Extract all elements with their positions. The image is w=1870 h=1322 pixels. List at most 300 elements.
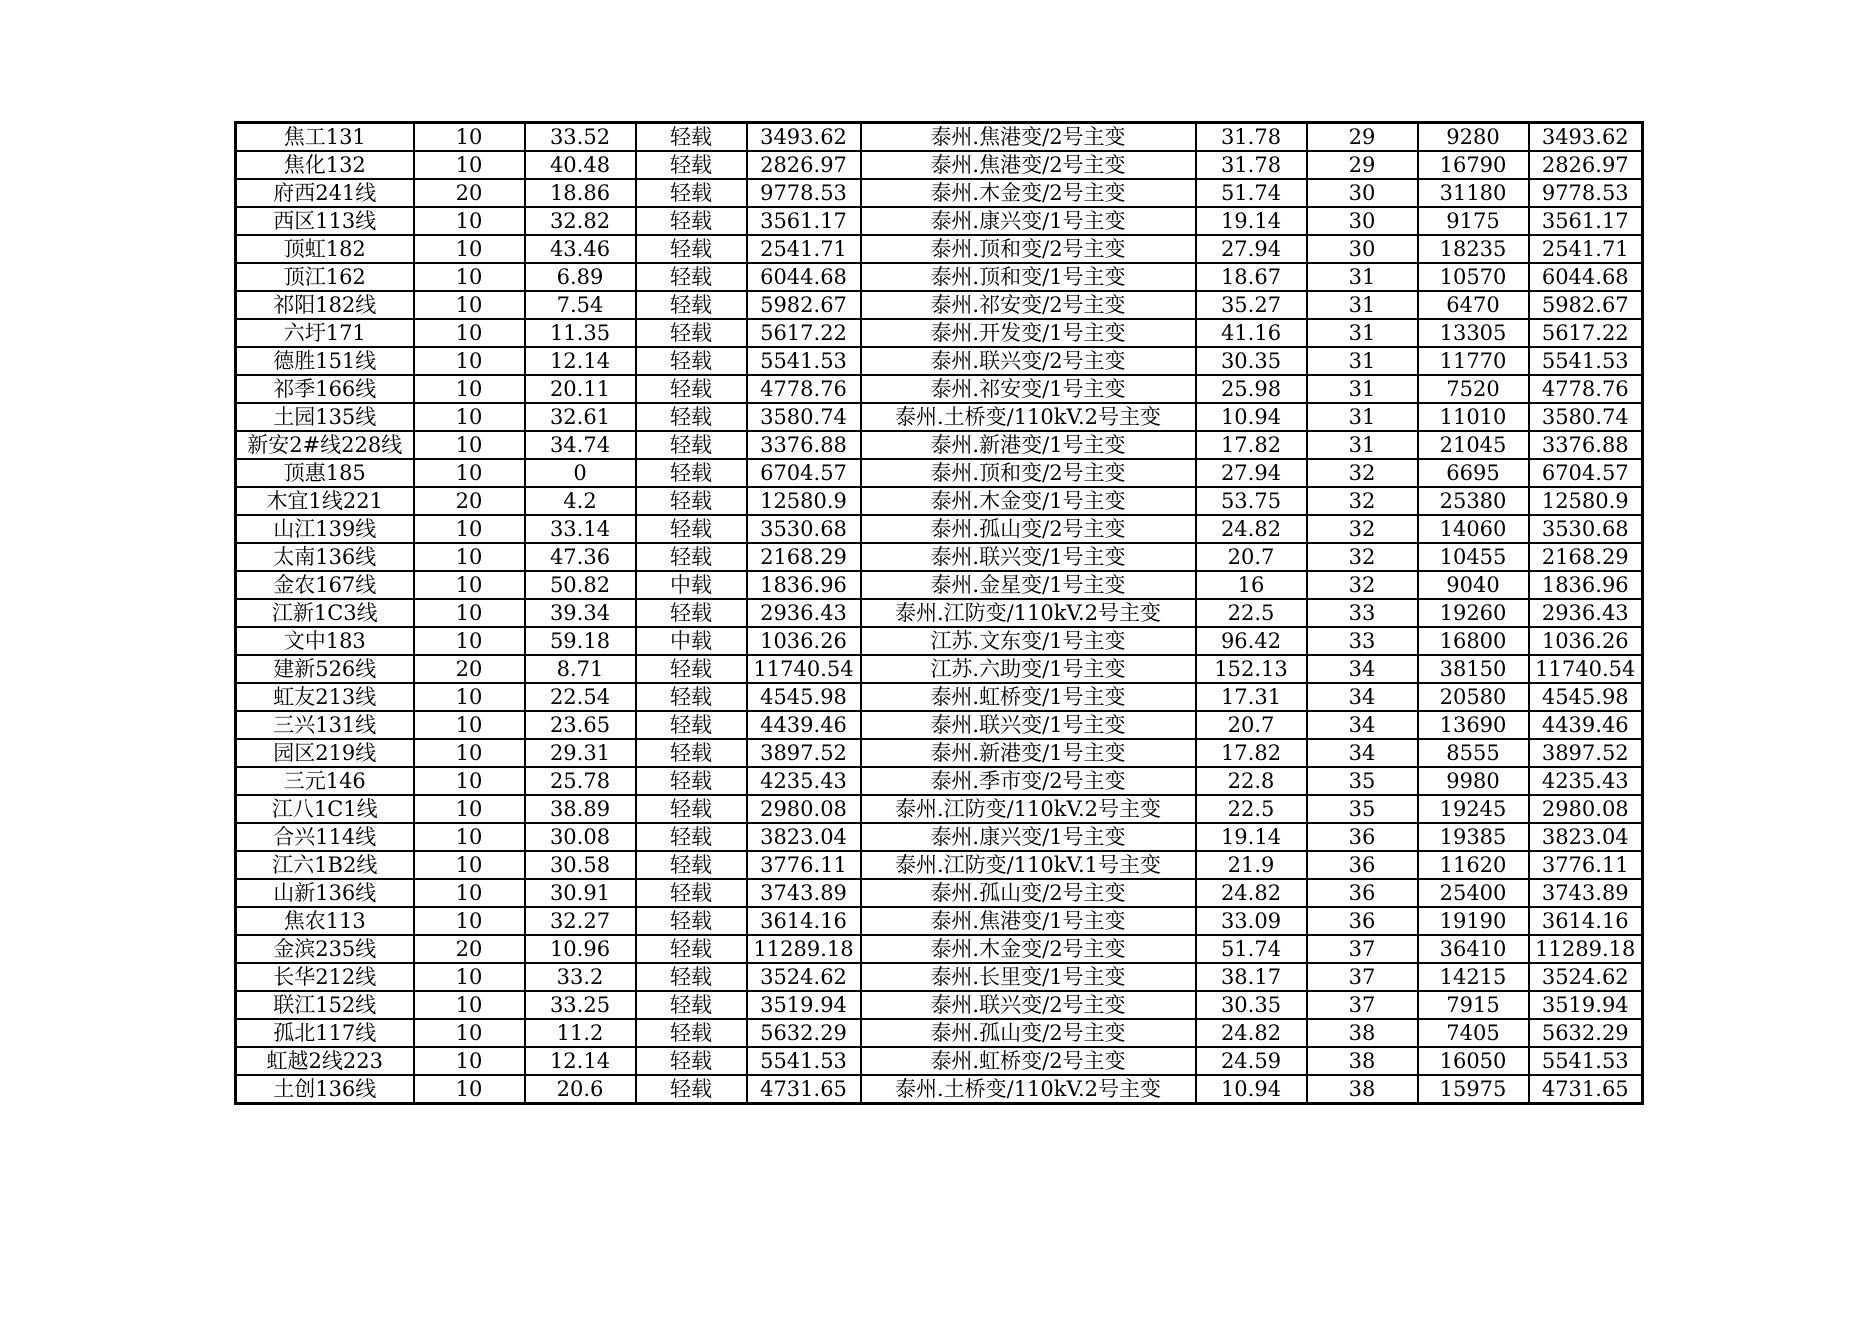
transformer-cell: 泰州.新港变/1号主变	[861, 431, 1196, 459]
value-d-cell: 31	[1307, 319, 1418, 347]
value-d-cell: 29	[1307, 151, 1418, 179]
transformer-cell: 泰州.长里变/1号主变	[861, 963, 1196, 991]
voltage-cell: 10	[414, 431, 525, 459]
line-name-cell: 孤北117线	[236, 1019, 414, 1047]
load-status-cell: 轻载	[636, 431, 747, 459]
value-a-cell: 59.18	[525, 627, 636, 655]
table-row	[236, 1019, 1643, 1047]
table-row	[236, 291, 1643, 319]
voltage-cell: 10	[414, 963, 525, 991]
line-name-cell: 焦工131	[236, 123, 414, 152]
value-c-cell: 30.35	[1196, 347, 1307, 375]
value-c-cell: 24.82	[1196, 879, 1307, 907]
value-b-cell: 12580.9	[747, 487, 861, 515]
value-d-cell: 37	[1307, 935, 1418, 963]
voltage-cell: 10	[414, 599, 525, 627]
transformer-cell: 泰州.祁安变/2号主变	[861, 291, 1196, 319]
table-row	[236, 683, 1643, 711]
transformer-cell: 泰州.联兴变/2号主变	[861, 991, 1196, 1019]
value-d-cell: 32	[1307, 487, 1418, 515]
value-e-cell: 16790	[1418, 151, 1529, 179]
value-f-cell: 3519.94	[1529, 991, 1643, 1019]
value-f-cell: 3493.62	[1529, 123, 1643, 152]
value-e-cell: 19245	[1418, 795, 1529, 823]
value-b-cell: 5541.53	[747, 347, 861, 375]
value-f-cell: 5617.22	[1529, 319, 1643, 347]
value-e-cell: 9280	[1418, 123, 1529, 152]
value-b-cell: 3561.17	[747, 207, 861, 235]
value-c-cell: 51.74	[1196, 935, 1307, 963]
line-name-cell: 焦化132	[236, 151, 414, 179]
value-f-cell: 2541.71	[1529, 235, 1643, 263]
line-name-cell: 山新136线	[236, 879, 414, 907]
value-a-cell: 7.54	[525, 291, 636, 319]
value-c-cell: 18.67	[1196, 263, 1307, 291]
voltage-cell: 10	[414, 1075, 525, 1104]
value-d-cell: 35	[1307, 795, 1418, 823]
value-d-cell: 29	[1307, 123, 1418, 152]
transformer-cell: 泰州.顶和变/1号主变	[861, 263, 1196, 291]
value-b-cell: 11289.18	[747, 935, 861, 963]
transformer-cell: 泰州.江防变/110kV.1号主变	[861, 851, 1196, 879]
value-a-cell: 23.65	[525, 711, 636, 739]
load-status-cell: 轻载	[636, 319, 747, 347]
value-e-cell: 19385	[1418, 823, 1529, 851]
value-d-cell: 36	[1307, 907, 1418, 935]
line-name-cell: 木宜1线221	[236, 487, 414, 515]
value-c-cell: 31.78	[1196, 123, 1307, 152]
value-d-cell: 38	[1307, 1075, 1418, 1104]
value-c-cell: 10.94	[1196, 403, 1307, 431]
value-c-cell: 24.82	[1196, 515, 1307, 543]
line-name-cell: 长华212线	[236, 963, 414, 991]
value-c-cell: 24.82	[1196, 1019, 1307, 1047]
value-f-cell: 9778.53	[1529, 179, 1643, 207]
value-e-cell: 7520	[1418, 375, 1529, 403]
value-e-cell: 9040	[1418, 571, 1529, 599]
load-status-cell: 轻载	[636, 207, 747, 235]
value-e-cell: 20580	[1418, 683, 1529, 711]
value-a-cell: 10.96	[525, 935, 636, 963]
value-e-cell: 36410	[1418, 935, 1529, 963]
value-d-cell: 32	[1307, 571, 1418, 599]
line-name-cell: 六圩171	[236, 319, 414, 347]
table-row	[236, 431, 1643, 459]
value-b-cell: 3776.11	[747, 851, 861, 879]
value-f-cell: 3776.11	[1529, 851, 1643, 879]
table-row	[236, 375, 1643, 403]
table-row	[236, 963, 1643, 991]
line-name-cell: 太南136线	[236, 543, 414, 571]
line-name-cell: 焦农113	[236, 907, 414, 935]
value-f-cell: 2980.08	[1529, 795, 1643, 823]
value-c-cell: 41.16	[1196, 319, 1307, 347]
transformer-cell: 泰州.开发变/1号主变	[861, 319, 1196, 347]
value-e-cell: 14060	[1418, 515, 1529, 543]
value-b-cell: 3897.52	[747, 739, 861, 767]
value-d-cell: 31	[1307, 403, 1418, 431]
voltage-cell: 10	[414, 851, 525, 879]
line-name-cell: 金滨235线	[236, 935, 414, 963]
value-e-cell: 31180	[1418, 179, 1529, 207]
load-status-cell: 轻载	[636, 879, 747, 907]
load-status-cell: 轻载	[636, 543, 747, 571]
value-f-cell: 4235.43	[1529, 767, 1643, 795]
voltage-cell: 20	[414, 655, 525, 683]
load-status-cell: 轻载	[636, 711, 747, 739]
transformer-cell: 江苏.六助变/1号主变	[861, 655, 1196, 683]
table-row	[236, 795, 1643, 823]
value-a-cell: 34.74	[525, 431, 636, 459]
value-d-cell: 32	[1307, 459, 1418, 487]
value-c-cell: 53.75	[1196, 487, 1307, 515]
table-row	[236, 179, 1643, 207]
voltage-cell: 10	[414, 739, 525, 767]
voltage-cell: 10	[414, 459, 525, 487]
table-row	[236, 879, 1643, 907]
value-d-cell: 36	[1307, 851, 1418, 879]
value-f-cell: 4778.76	[1529, 375, 1643, 403]
load-status-cell: 轻载	[636, 487, 747, 515]
table-row	[236, 599, 1643, 627]
value-c-cell: 20.7	[1196, 711, 1307, 739]
value-f-cell: 4731.65	[1529, 1075, 1643, 1104]
value-e-cell: 9980	[1418, 767, 1529, 795]
value-c-cell: 17.82	[1196, 739, 1307, 767]
value-d-cell: 34	[1307, 683, 1418, 711]
value-a-cell: 43.46	[525, 235, 636, 263]
value-f-cell: 3897.52	[1529, 739, 1643, 767]
value-c-cell: 21.9	[1196, 851, 1307, 879]
value-f-cell: 6044.68	[1529, 263, 1643, 291]
transformer-cell: 泰州.季市变/2号主变	[861, 767, 1196, 795]
line-name-cell: 园区219线	[236, 739, 414, 767]
value-d-cell: 37	[1307, 963, 1418, 991]
value-f-cell: 2168.29	[1529, 543, 1643, 571]
value-d-cell: 33	[1307, 599, 1418, 627]
table-row	[236, 1047, 1643, 1075]
transformer-cell: 泰州.顶和变/2号主变	[861, 459, 1196, 487]
line-name-cell: 江新1C3线	[236, 599, 414, 627]
table-body	[236, 123, 1643, 1104]
value-d-cell: 38	[1307, 1047, 1418, 1075]
load-status-cell: 轻载	[636, 851, 747, 879]
load-status-cell: 轻载	[636, 459, 747, 487]
load-status-cell: 轻载	[636, 515, 747, 543]
transformer-cell: 泰州.康兴变/1号主变	[861, 823, 1196, 851]
value-c-cell: 10.94	[1196, 1075, 1307, 1104]
table-row	[236, 207, 1643, 235]
value-e-cell: 8555	[1418, 739, 1529, 767]
value-a-cell: 33.52	[525, 123, 636, 152]
voltage-cell: 10	[414, 571, 525, 599]
line-name-cell: 新安2#线228线	[236, 431, 414, 459]
value-d-cell: 32	[1307, 543, 1418, 571]
value-e-cell: 19190	[1418, 907, 1529, 935]
line-name-cell: 德胜151线	[236, 347, 414, 375]
line-name-cell: 府西241线	[236, 179, 414, 207]
value-a-cell: 4.2	[525, 487, 636, 515]
line-name-cell: 祁阳182线	[236, 291, 414, 319]
value-d-cell: 37	[1307, 991, 1418, 1019]
transformer-cell: 泰州.虹桥变/2号主变	[861, 1047, 1196, 1075]
value-f-cell: 5982.67	[1529, 291, 1643, 319]
voltage-cell: 10	[414, 515, 525, 543]
load-status-cell: 轻载	[636, 683, 747, 711]
value-d-cell: 34	[1307, 711, 1418, 739]
value-b-cell: 3519.94	[747, 991, 861, 1019]
feeder-load-table	[234, 121, 1644, 1105]
value-f-cell: 3530.68	[1529, 515, 1643, 543]
value-c-cell: 17.82	[1196, 431, 1307, 459]
value-f-cell: 1836.96	[1529, 571, 1643, 599]
value-e-cell: 13690	[1418, 711, 1529, 739]
value-f-cell: 3524.62	[1529, 963, 1643, 991]
line-name-cell: 三元146	[236, 767, 414, 795]
value-b-cell: 3530.68	[747, 515, 861, 543]
transformer-cell: 泰州.木金变/1号主变	[861, 487, 1196, 515]
voltage-cell: 10	[414, 683, 525, 711]
line-name-cell: 土创136线	[236, 1075, 414, 1104]
transformer-cell: 泰州.焦港变/1号主变	[861, 907, 1196, 935]
line-name-cell: 西区113线	[236, 207, 414, 235]
value-c-cell: 30.35	[1196, 991, 1307, 1019]
load-status-cell: 轻载	[636, 739, 747, 767]
line-name-cell: 联江152线	[236, 991, 414, 1019]
value-a-cell: 11.2	[525, 1019, 636, 1047]
value-f-cell: 3823.04	[1529, 823, 1643, 851]
load-status-cell: 轻载	[636, 907, 747, 935]
value-f-cell: 3376.88	[1529, 431, 1643, 459]
value-f-cell: 1036.26	[1529, 627, 1643, 655]
load-status-cell: 轻载	[636, 991, 747, 1019]
value-b-cell: 3524.62	[747, 963, 861, 991]
voltage-cell: 10	[414, 711, 525, 739]
value-e-cell: 7915	[1418, 991, 1529, 1019]
value-a-cell: 11.35	[525, 319, 636, 347]
value-b-cell: 3743.89	[747, 879, 861, 907]
voltage-cell: 10	[414, 795, 525, 823]
value-d-cell: 31	[1307, 347, 1418, 375]
value-a-cell: 47.36	[525, 543, 636, 571]
voltage-cell: 10	[414, 403, 525, 431]
value-e-cell: 15975	[1418, 1075, 1529, 1104]
value-c-cell: 22.5	[1196, 599, 1307, 627]
table-row	[236, 823, 1643, 851]
value-d-cell: 35	[1307, 767, 1418, 795]
value-f-cell: 4545.98	[1529, 683, 1643, 711]
line-name-cell: 祁季166线	[236, 375, 414, 403]
voltage-cell: 10	[414, 347, 525, 375]
voltage-cell: 10	[414, 123, 525, 152]
table-row	[236, 151, 1643, 179]
value-d-cell: 31	[1307, 263, 1418, 291]
value-e-cell: 14215	[1418, 963, 1529, 991]
value-f-cell: 5632.29	[1529, 1019, 1643, 1047]
value-c-cell: 22.5	[1196, 795, 1307, 823]
value-c-cell: 96.42	[1196, 627, 1307, 655]
value-f-cell: 11289.18	[1529, 935, 1643, 963]
table-row	[236, 515, 1643, 543]
transformer-cell: 泰州.孤山变/2号主变	[861, 879, 1196, 907]
value-e-cell: 19260	[1418, 599, 1529, 627]
value-f-cell: 3561.17	[1529, 207, 1643, 235]
value-b-cell: 11740.54	[747, 655, 861, 683]
line-name-cell: 顶江162	[236, 263, 414, 291]
table-row	[236, 263, 1643, 291]
value-c-cell: 38.17	[1196, 963, 1307, 991]
value-c-cell: 33.09	[1196, 907, 1307, 935]
value-f-cell: 2936.43	[1529, 599, 1643, 627]
value-d-cell: 34	[1307, 655, 1418, 683]
value-e-cell: 11010	[1418, 403, 1529, 431]
voltage-cell: 10	[414, 375, 525, 403]
value-c-cell: 17.31	[1196, 683, 1307, 711]
table-row	[236, 851, 1643, 879]
value-a-cell: 32.61	[525, 403, 636, 431]
load-status-cell: 中载	[636, 571, 747, 599]
value-c-cell: 25.98	[1196, 375, 1307, 403]
table-row	[236, 459, 1643, 487]
value-f-cell: 3580.74	[1529, 403, 1643, 431]
table-row	[236, 655, 1643, 683]
voltage-cell: 10	[414, 767, 525, 795]
value-b-cell: 3493.62	[747, 123, 861, 152]
load-status-cell: 轻载	[636, 599, 747, 627]
value-d-cell: 33	[1307, 627, 1418, 655]
table-row	[236, 235, 1643, 263]
value-c-cell: 27.94	[1196, 235, 1307, 263]
transformer-cell: 泰州.孤山变/2号主变	[861, 1019, 1196, 1047]
value-a-cell: 20.11	[525, 375, 636, 403]
voltage-cell: 10	[414, 991, 525, 1019]
transformer-cell: 泰州.联兴变/2号主变	[861, 347, 1196, 375]
load-status-cell: 轻载	[636, 179, 747, 207]
value-e-cell: 25380	[1418, 487, 1529, 515]
voltage-cell: 10	[414, 207, 525, 235]
line-name-cell: 金农167线	[236, 571, 414, 599]
value-b-cell: 1836.96	[747, 571, 861, 599]
value-d-cell: 36	[1307, 879, 1418, 907]
value-a-cell: 38.89	[525, 795, 636, 823]
value-b-cell: 3376.88	[747, 431, 861, 459]
value-b-cell: 6704.57	[747, 459, 861, 487]
value-c-cell: 24.59	[1196, 1047, 1307, 1075]
table-row	[236, 571, 1643, 599]
table-row	[236, 739, 1643, 767]
value-c-cell: 19.14	[1196, 823, 1307, 851]
value-b-cell: 3823.04	[747, 823, 861, 851]
value-b-cell: 3580.74	[747, 403, 861, 431]
transformer-cell: 泰州.祁安变/1号主变	[861, 375, 1196, 403]
voltage-cell: 10	[414, 235, 525, 263]
value-e-cell: 11770	[1418, 347, 1529, 375]
value-b-cell: 4439.46	[747, 711, 861, 739]
voltage-cell: 10	[414, 907, 525, 935]
value-e-cell: 10570	[1418, 263, 1529, 291]
voltage-cell: 20	[414, 935, 525, 963]
voltage-cell: 10	[414, 1019, 525, 1047]
load-status-cell: 轻载	[636, 795, 747, 823]
load-status-cell: 轻载	[636, 235, 747, 263]
line-name-cell: 合兴114线	[236, 823, 414, 851]
value-d-cell: 31	[1307, 375, 1418, 403]
table-row	[236, 935, 1643, 963]
value-b-cell: 2168.29	[747, 543, 861, 571]
value-a-cell: 25.78	[525, 767, 636, 795]
value-a-cell: 39.34	[525, 599, 636, 627]
value-b-cell: 2980.08	[747, 795, 861, 823]
line-name-cell: 山江139线	[236, 515, 414, 543]
value-a-cell: 0	[525, 459, 636, 487]
transformer-cell: 泰州.江防变/110kV.2号主变	[861, 599, 1196, 627]
value-e-cell: 18235	[1418, 235, 1529, 263]
value-a-cell: 20.6	[525, 1075, 636, 1104]
value-c-cell: 35.27	[1196, 291, 1307, 319]
value-a-cell: 29.31	[525, 739, 636, 767]
table-row	[236, 487, 1643, 515]
load-status-cell: 轻载	[636, 1047, 747, 1075]
value-e-cell: 25400	[1418, 879, 1529, 907]
value-d-cell: 32	[1307, 515, 1418, 543]
value-a-cell: 12.14	[525, 1047, 636, 1075]
load-status-cell: 轻载	[636, 291, 747, 319]
value-d-cell: 30	[1307, 207, 1418, 235]
voltage-cell: 10	[414, 1047, 525, 1075]
voltage-cell: 10	[414, 319, 525, 347]
value-e-cell: 6470	[1418, 291, 1529, 319]
load-status-cell: 中载	[636, 627, 747, 655]
value-e-cell: 16050	[1418, 1047, 1529, 1075]
line-name-cell: 江六1B2线	[236, 851, 414, 879]
value-d-cell: 30	[1307, 179, 1418, 207]
table-row	[236, 319, 1643, 347]
voltage-cell: 10	[414, 291, 525, 319]
value-e-cell: 38150	[1418, 655, 1529, 683]
value-e-cell: 11620	[1418, 851, 1529, 879]
line-name-cell: 顶虹182	[236, 235, 414, 263]
value-a-cell: 8.71	[525, 655, 636, 683]
voltage-cell: 10	[414, 627, 525, 655]
value-a-cell: 6.89	[525, 263, 636, 291]
voltage-cell: 20	[414, 487, 525, 515]
value-a-cell: 32.27	[525, 907, 636, 935]
load-status-cell: 轻载	[636, 263, 747, 291]
load-status-cell: 轻载	[636, 767, 747, 795]
voltage-cell: 10	[414, 823, 525, 851]
table-row	[236, 1075, 1643, 1104]
value-a-cell: 50.82	[525, 571, 636, 599]
value-b-cell: 5982.67	[747, 291, 861, 319]
voltage-cell: 10	[414, 263, 525, 291]
table-row	[236, 767, 1643, 795]
value-c-cell: 152.13	[1196, 655, 1307, 683]
voltage-cell: 10	[414, 151, 525, 179]
value-b-cell: 2936.43	[747, 599, 861, 627]
transformer-cell: 泰州.虹桥变/1号主变	[861, 683, 1196, 711]
line-name-cell: 江八1C1线	[236, 795, 414, 823]
value-d-cell: 31	[1307, 431, 1418, 459]
table-row	[236, 711, 1643, 739]
table-row	[236, 627, 1643, 655]
table-row	[236, 123, 1643, 152]
table-row	[236, 991, 1643, 1019]
load-status-cell: 轻载	[636, 151, 747, 179]
value-b-cell: 4235.43	[747, 767, 861, 795]
line-name-cell: 建新526线	[236, 655, 414, 683]
value-b-cell: 5617.22	[747, 319, 861, 347]
transformer-cell: 泰州.新港变/1号主变	[861, 739, 1196, 767]
